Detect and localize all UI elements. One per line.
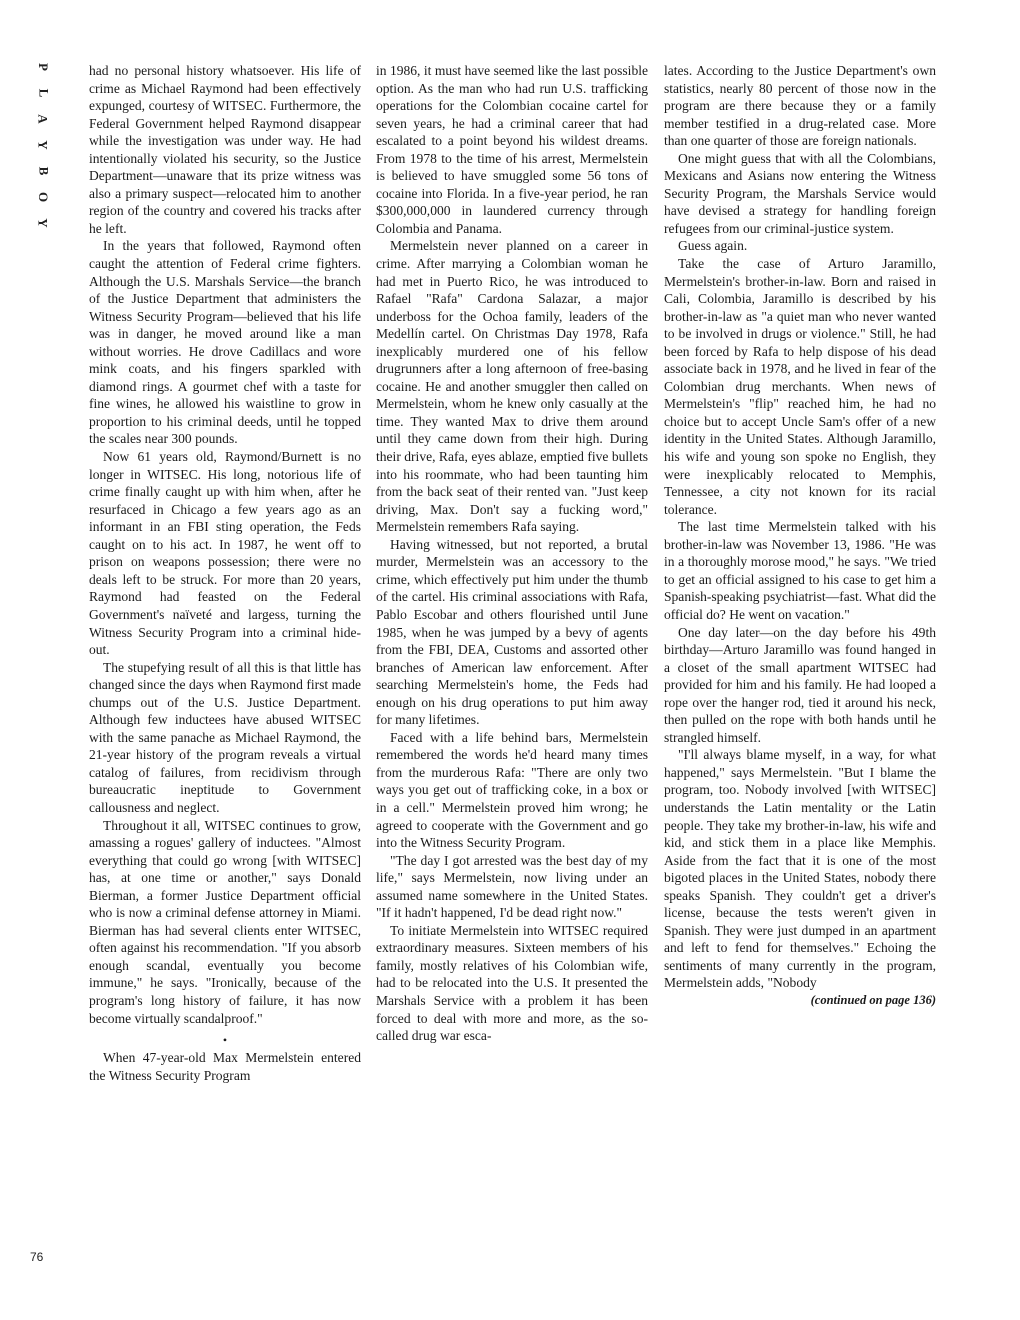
article-column-3 [664,62,936,1010]
paragraph: in 1986, it must have seemed like the last possible option. As the man who had run U.S. trafficking operations for the Colombian cocaine cartel for seven years, he had a criminal career that had escalated to a point beyond his wildest dreams. From 1978 to the time of his arrest, Mermelstein is believed to have smuggled some 56 tons of cocaine into Florida. In a five-year period, he ran $300,000,000 in laundered currency through Colombia and Panama. [376,63,648,236]
masthead-letter: Y [35,140,51,150]
paragraph: One might guess that with all the Colombians, Mexicans and Asians now entering the Witness Security Program, the Marshals Service would have devised a strategy for handling foreign refugees from our criminal-justice system. [664,150,936,236]
paragraph: To initiate Mermelstein into WITSEC required extraordinary measures. Sixteen members of his family, mostly relatives of his Colombian wife, had to be relocated into the U.S. It presented the Marshals Service with a problem it has been forced to deal with more and more, as the so-called drug war esca- [376,922,648,1044]
paragraph: lates. According to the Justice Department's own statistics, nearly 80 percent of those now in the program are there because they or a family member testified in a drug-related case. More than one quarter of those are foreign nationals. [664,63,936,149]
paragraph: Guess again. [678,238,748,254]
article-column-1 [89,62,361,1084]
playboy-masthead [33,58,53,232]
paragraph: Now 61 years old, Raymond/Burnett is no longer in WITSEC. His long, notorious life of crime finally caught up with him when, after he resurfaced in Chicago a few years ago as an informant in an FBI sting operation, the Feds caught on to his act. In 1987, he went off to prison on weapons possession; there were no deals left to be struck. For more than 20 years, Raymond had feasted on the Federal Government's naïveté and largess, turning the Witness Security Program into a criminal hide-out. [89,449,361,658]
article-column-2 [376,62,648,1045]
masthead-letter: B [35,166,51,176]
masthead-letter: P [35,63,51,71]
masthead-letter: Y [35,218,51,228]
paragraph: had no personal history whatsoever. His life of crime as Michael Raymond had been effectively expunged, courtesy of WITSEC. Furthermore, the Federal Government helped Raymond disappear while the investigation was under way. He had intentionally violated his security, so the Justice Department—unaware that its prize witness was also a primary suspect—relocated him to another region of the country and covered his tracks after he left. [89,63,361,236]
masthead-letter: L [35,88,51,98]
paragraph: Faced with a life behind bars, Mermelstein remembered the words he'd heard many times from the murderous Rafa: "There are only two ways you get out of trafficking coke, in a box or in a cell." Mermelstein proved him wrong; he agreed to cooperate with the Government and go into the Witness Security Program. [376,729,648,851]
paragraph: "I'll always blame myself, in a way, for what happened," says Mermelstein. "But I blame the program, too. Nobody involved [with WITSEC] understands the Latin mentality or the Latin people. They take my brother-in-law, his wife and kid, and stick them in a place like Memphis. Aside from the fact that it is one of the most bigoted places in the United States, nobody there speaks Spanish. They couldn't get a driver's license, because the tests weren't given in Spanish. They were just dumped in an apartment and left to fend for themselves." Echoing the sentiments of many currently in the program, Mermelstein adds, "Nobody [664,747,936,991]
paragraph: Having witnessed, but not reported, a brutal murder, Mermelstein was an accessory to the crime, which effectively put him under the thumb of the cartel. His criminal associations with Rafa, Pablo Escobar and others flourished until June 1985, when he was jumped by a bevy of agents from the FBI, DEA, Customs and assorted other branches of American law enforcement. After searching Mermelstein's home, the Feds had enough on his drug operations to put him away for many lifetimes. [376,536,648,728]
page-number: 76 [30,1250,44,1264]
paragraph: "The day I got arrested was the best day of my life," says Mermelstein, now living under an assumed name somewhere in the United States. "If it hadn't happened, I'd be dead right now." [376,852,648,921]
section-break-bullet: • [222,1033,228,1048]
paragraph: Take the case of Arturo Jaramillo, Mermelstein's brother-in-law. Born and raised in Cali, Colombia, Jaramillo is described by his brother-in-law as "a quiet man who never wanted to be involved in drugs or violence." Still, he had been forced by Rafa to help dispose of his dead associate back in 1978, and he lived in fear of the Colombian drug merchants. When news of Mermelstein's "flip" reached him, he had no choice but to accept Uncle Sam's offer of a new identity in the United States. Although Jaramillo, his wife and young son spoke no English, they were inexplicably relocated to Memphis, Tennessee, a city not known for its racial tolerance. [664,256,936,517]
masthead-letter: A [35,114,51,124]
continued-on-page-link[interactable]: (continued on page 136) [810,992,936,1007]
paragraph: The last time Mermelstein talked with his brother-in-law was November 13, 1986. "He was in a thoroughly morose mood," he says. "We tried to get an official assigned to his case to get him a Spanish-speaking psychiatrist—fast. What did the official do? He went on vacation." [664,519,936,622]
paragraph: The stupefying result of all this is that little has changed since the days when Raymond first made chumps out of the U.S. Justice Department. Although few inductees have abused WITSEC with the same panache as Michael Raymond, the 21-year history of the program reveals a virtual catalog of failures, from recidivism through bureaucratic ineptitude to Government callousness and neglect. [89,659,361,815]
paragraph: Mermelstein never planned on a career in crime. After marrying a Colombian woman he had met in Puerto Rico, he was introduced to Rafael "Rafa" Cardona Salazar, a major underboss for the Ochoa family, leaders of the Medellín cartel. On Christmas Day 1978, Rafa inexplicably murdered one of his fellow drugrunners after a long afternoon of free-basing cocaine. He and another smuggler then called on Mermelstein, whom he knew only casually at the time. They wanted Max to drive them around until they came down from their high. During their drive, Rafa, eyes ablaze, emptied five bullets into his roommate, who had been taunting him from the back seat of their rented van. "Just keep driving, Max. Don't say a fucking word," Mermelstein remembers Rafa saying. [376,238,648,535]
masthead-letter: O [36,191,51,203]
paragraph: When 47-year-old Max Mermelstein entered the Witness Security Program [89,1050,361,1083]
paragraph: Throughout it all, WITSEC continues to grow, amassing a rogues' gallery of inductees. "Almost everything that could go wrong [with WITSEC] has, at one time or another," says Donald Bierman, a former Justice Department official who is now a criminal defense attorney in Miami. Bierman has had several clients enter WITSEC, often against his recommendation. "If you absorb enough scandal, eventually you become immune," he says. "Ironically, because of the program's long history of failure, it has now become virtually scandalproof." [89,817,361,1026]
paragraph: One day later—on the day before his 49th birthday—Arturo Jaramillo was found hanged in a closet of the small apartment WITSEC had provided for him and his family. He had looped a rope over the hanger rod, tied it around his neck, then pulled on the rope with both hands until he strangled himself. [664,624,936,745]
paragraph: In the years that followed, Raymond often caught the attention of Federal crime fighters. Although the U.S. Marshals Service—the branch of the Justice Department that administers the Witness Security Program—believed that his life was in danger, he moved around like a man without worries. He drove Cadillacs and wore mink coats, and his fingers sparkled with diamond rings. A gourmet chef with a taste for fine wines, he allowed his waistline to grow in proportion to his criminal deeds, until he topped the scales near 300 pounds. [89,238,361,447]
